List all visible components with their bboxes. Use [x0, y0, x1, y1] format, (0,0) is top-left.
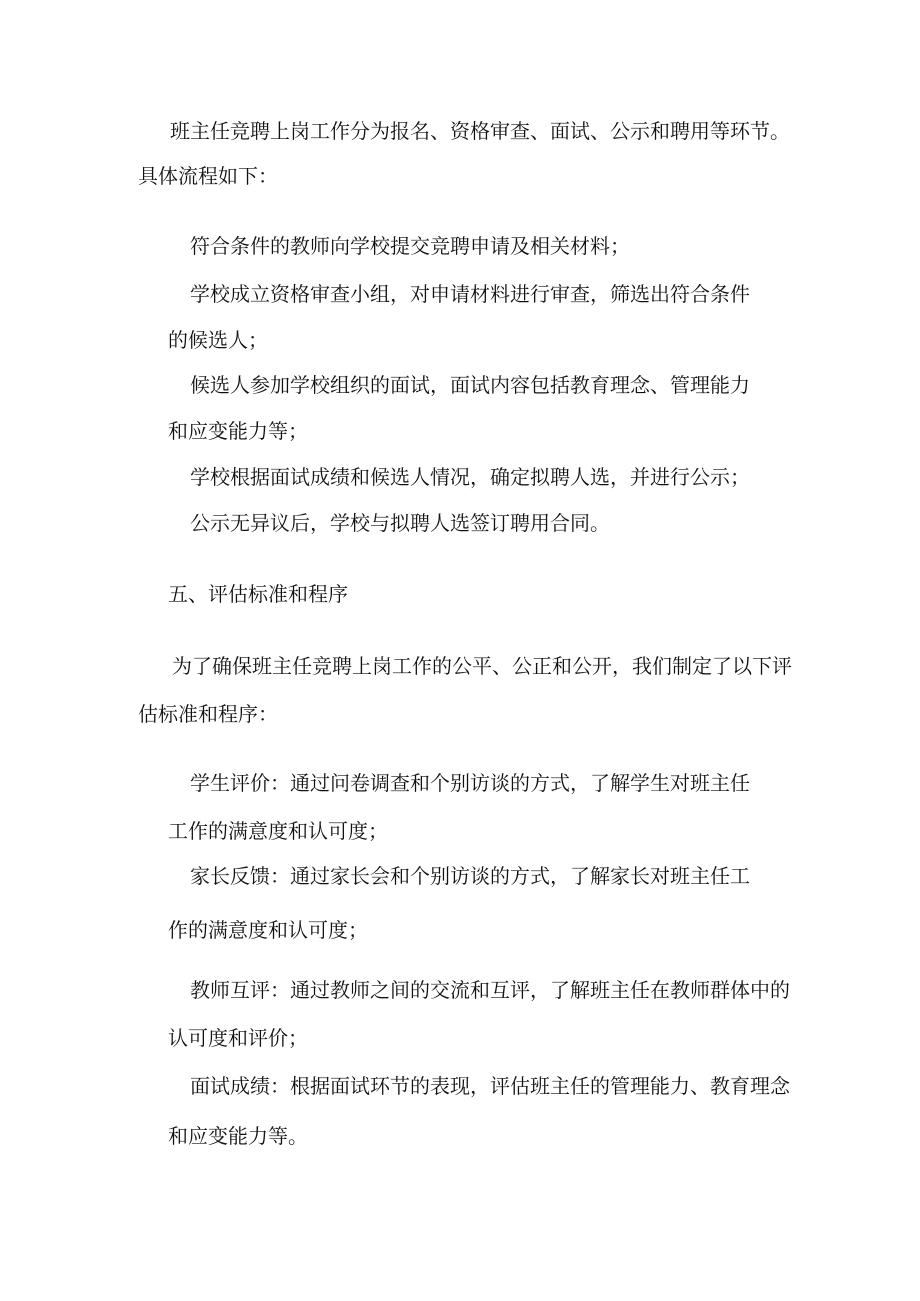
process-step-3-cont: 和应变能力等； [168, 419, 308, 443]
process-step-1: 符合条件的教师向学校提交竞聘申请及相关材料； [190, 234, 630, 258]
criteria-parent-feedback: 家长反馈：通过家长会和个别访谈的方式，了解家长对班主任工 [190, 864, 750, 888]
criteria-teacher-review: 教师互评：通过教师之间的交流和互评，了解班主任在教师群体中的 [190, 978, 790, 1002]
process-step-5: 公示无异议后，学校与拟聘人选签订聘用合同。 [190, 511, 610, 535]
criteria-student-evaluation-cont: 工作的满意度和认可度； [168, 819, 388, 843]
criteria-parent-feedback-cont: 作的满意度和认可度； [168, 918, 368, 942]
section-intro-line-2: 估标准和程序： [138, 702, 278, 726]
criteria-teacher-review-cont: 认可度和评价； [168, 1026, 308, 1050]
intro-line-1: 班主任竞聘上岗工作分为报名、资格审查、面试、公示和聘用等环节。 [170, 119, 790, 143]
process-step-3: 候选人参加学校组织的面试，面试内容包括教育理念、管理能力 [190, 373, 750, 397]
criteria-interview-score-cont: 和应变能力等。 [168, 1124, 308, 1148]
process-step-4: 学校根据面试成绩和候选人情况，确定拟聘人选，并进行公示； [190, 465, 750, 489]
process-step-2-cont: 的候选人； [168, 328, 268, 352]
criteria-interview-score: 面试成绩：根据面试环节的表现，评估班主任的管理能力、教育理念 [190, 1074, 790, 1098]
process-step-2: 学校成立资格审查小组，对申请材料进行审查，筛选出符合条件 [190, 282, 750, 306]
intro-line-2: 具体流程如下： [138, 164, 278, 188]
section-intro-line-1: 为了确保班主任竞聘上岗工作的公平、公正和公开，我们制定了以下评 [172, 654, 792, 678]
section-title: 五、评估标准和程序 [168, 582, 348, 606]
criteria-student-evaluation: 学生评价：通过问卷调查和个别访谈的方式，了解学生对班主任 [190, 771, 750, 795]
